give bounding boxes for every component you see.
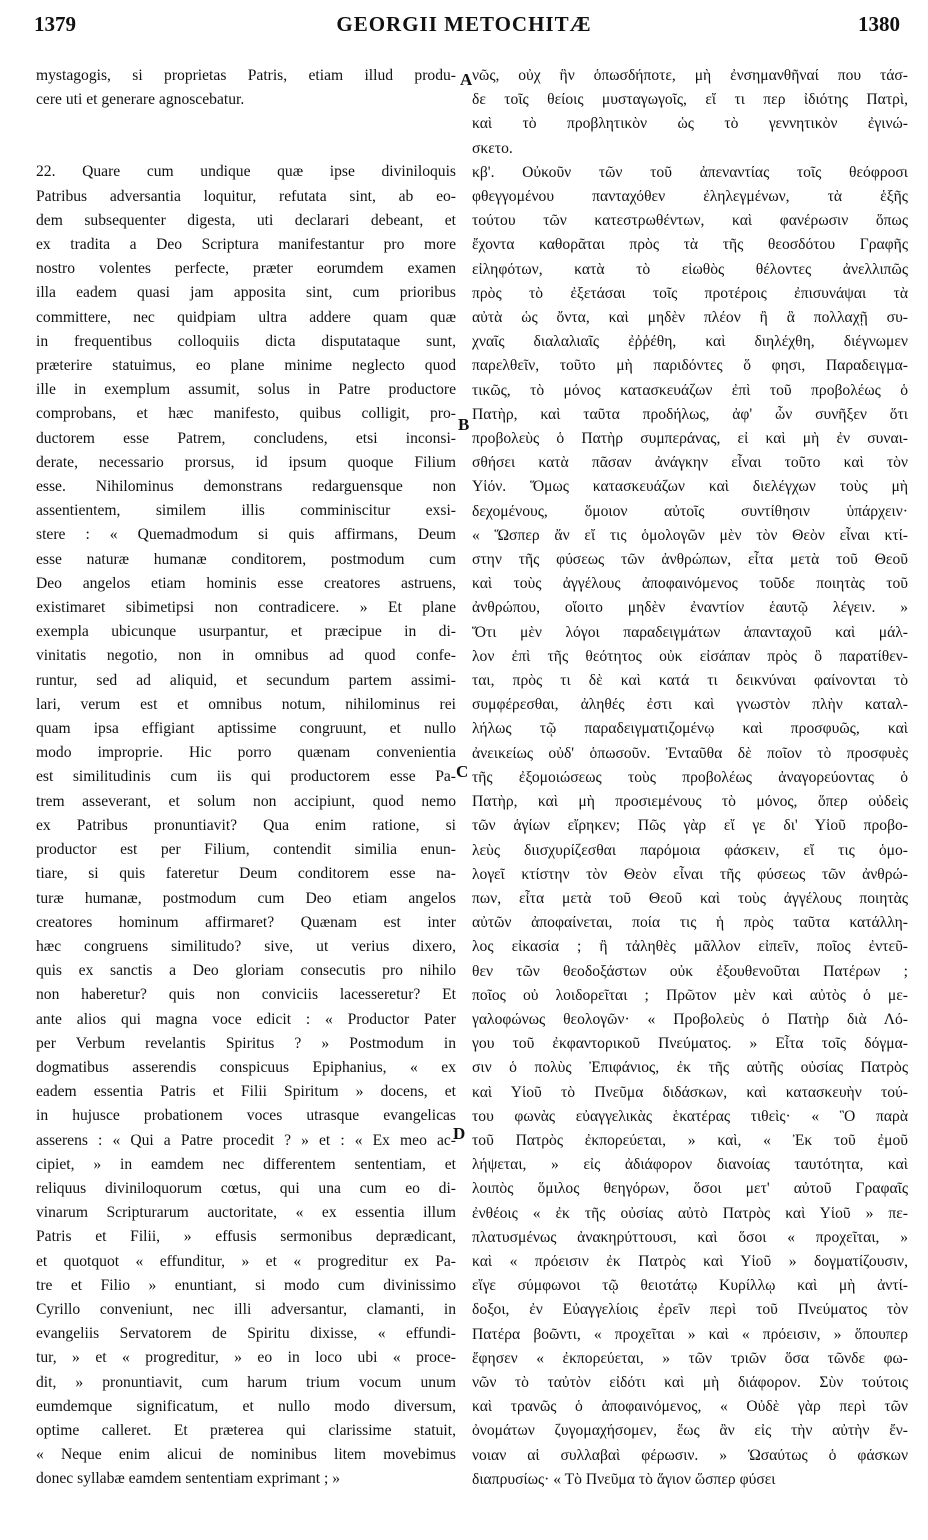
text-line: est similitudinis cum iis qui productorem esse Pa- xyxy=(36,768,456,786)
text-line: reliquus diviniloquorum cœtus, qui una cum eo di- xyxy=(36,1179,456,1197)
text-line: dem subsequenter digesta, uti declarari debeant, et xyxy=(36,211,456,229)
margin-letter-d: D xyxy=(453,1124,466,1143)
text-line: creatores hominum affirmaret? Quænam est inter xyxy=(36,913,456,931)
text-line: γου τοῦ ἐκφαντορικοῦ Πνεύματος. » Εἶτα τοῖς δόγμα- xyxy=(472,1035,908,1053)
text-line: comprobans, et hæc manifesto, quibus colligit, pro- xyxy=(36,405,456,423)
text-line: Patris et Filii, » effusis sermonibus deprædicant, xyxy=(36,1228,456,1246)
margin-letter-c: C xyxy=(456,762,469,781)
text-line: ductorem esse Patrem, concludens, etsi inconsi- xyxy=(36,429,456,447)
text-line: τοῦ Πατρὸς ἐκπορεύεται, » καὶ, « Ἐκ τοῦ ἐμοῦ xyxy=(472,1131,908,1149)
text-line: λογεῖ κτίστην τὸν Θεὸν εἶναι τῆς φύσεως τῶν ἀνθρώ- xyxy=(472,865,908,883)
text-line: dit, » pronuntiavit, cum harum trium vocum unum xyxy=(36,1373,456,1391)
text-line: ἐνθέοις « ἐκ τῆς οὐσίας αὐτὸ Πατρὸς καὶ Υἱοῦ » πε- xyxy=(472,1204,908,1222)
latin-column xyxy=(36,64,456,1492)
text-line: Πατέρα βοῶντι, « προχεῖται » καὶ « πρόεισιν, » ὅπουπερ xyxy=(472,1325,908,1343)
text-line: θεν τῶν θεοδοξάστων οὐκ ἐξουθενοῦται Πατέρων ; xyxy=(472,962,908,980)
text-line: assentientem, similem illis comminiscitur exsi- xyxy=(36,502,456,520)
text-line: tiare, si quis fateretur Deum conditorem esse na- xyxy=(36,865,456,883)
text-line: Patribus adversantia loquitur, refutata sint, ab eo- xyxy=(36,187,456,205)
text-line: καὶ τρανῶς ὁ ἀποφαινόμενος, « Οὐδὲ γὰρ περὶ τῶν xyxy=(472,1398,908,1416)
text-line: trem asseverant, et solum non accipiunt, quod nemo xyxy=(36,792,456,810)
text-line: πων, εἶτα μετὰ τοῦ Θεοῦ καὶ τοὺς ἀγγέλους ποιητὰς xyxy=(472,889,908,907)
text-line: esse naturæ humanæ conditorem, postmodum cum xyxy=(36,550,456,568)
page-number-right: 1380 xyxy=(858,12,900,36)
text-line: στην τῆς φύσεως τῶν ἀνθρώπων, εἶτα μετὰ τοῦ Θεοῦ xyxy=(472,551,908,569)
text-line: σκετο. xyxy=(472,139,513,157)
running-title: GEORGII METOCHITÆ xyxy=(336,12,592,36)
text-line: præterire statuimus, eo plane minime neglecto quod xyxy=(36,357,456,375)
text-line: νῶν τὸ ταὐτὸν εἰδότι καὶ μὴ διάφορον. Σὺν τούτοις xyxy=(472,1373,908,1391)
text-line: τικῶς, τὸ μόνος κατασκευάζων ἐπὶ τοῦ προβολέως ὁ xyxy=(472,381,908,399)
text-line: λον ἐπὶ τῆς θεότητος οὐκ εἰσάπαν πρὸς ὃ παρατίθεν- xyxy=(472,647,908,665)
text-line: stere : « Quemadmodum si quis affirmans, Deum xyxy=(36,526,456,544)
margin-letter-a: A xyxy=(460,70,473,89)
text-line: cipiet, » in eamdem nec differentem sententiam, et xyxy=(36,1155,456,1173)
text-line: καὶ « πρόεισιν ἐκ Πατρὸς καὶ Υἱοῦ » δογματίζουσιν, xyxy=(472,1252,908,1270)
text-line: ποῖος οὐ λοιδορεῖται ; Πρῶτον μὲν καὶ αὐτὸς ὁ με- xyxy=(472,986,908,1004)
text-line: Πατὴρ, καὶ ταῦτα προδήλως, ἀφ' ὧν συνῆξεν ὅτι xyxy=(472,405,908,423)
latin-section-22 xyxy=(36,160,456,1491)
text-line: Υἱόν. Ὅμως κατασκευάζων καὶ διελέγχων τοὺς μὴ xyxy=(472,478,908,496)
text-line: lari, verum est et omnibus notum, nihilominus rei xyxy=(36,695,456,713)
text-line: ται, πρὸς τι δὲ καὶ κατά τι δεικνύναι φαίνονται τὸ xyxy=(472,672,908,690)
text-line: ὀνομάτων ζυγομαχήσομεν, ἕως ἂν εἰς τὴν αὐτὴν ἔν- xyxy=(472,1422,908,1440)
text-line: λοιπὸς ὅμιλος θεηγόρων, ὅσοι μετ' αὐτοῦ Γραφαῖς xyxy=(472,1180,908,1198)
text-line: illa eadem quasi jam apposita sint, cum prioribus xyxy=(36,284,456,302)
text-line: Cyrillo conveniunt, nec illi adversantur, clamanti, in xyxy=(36,1300,456,1318)
text-line: Ὅτι μὲν λόγοι παραδειγμάτων ἁπανταχοῦ καὶ μάλ- xyxy=(472,623,908,641)
text-line: νῶς, οὐχ ἣν ὁπωσδήποτε, μὴ ἐνσημανθῆναί που τάσ- xyxy=(472,67,908,84)
text-line: αὐτὰ ὡς ὄντα, καὶ μηδὲν πλέον ἢ ἃ πολλαχῇ συ- xyxy=(472,309,908,327)
margin-letter-b: B xyxy=(458,415,470,434)
text-line: nostro volentes perfecte, præter eorumdem examen xyxy=(36,260,456,278)
text-line: τῆς ἐξομοιώσεως τοὺς προβολέως ἀναγορεύοντας ὁ xyxy=(472,768,908,786)
text-line: χναῖς διαλαλιαῖς ἐῤῥέθη, καὶ διηλέχθη, διέγνωμεν xyxy=(472,333,908,351)
text-line: πρὸς τὸ ἐξετάσαι τοῖς προτέροις ἐπισυνάψαι τὰ xyxy=(472,284,908,302)
text-line: σθήσει κατὰ πᾶσαν ἀνάγκην εἶναι τοῦτο καὶ τὸν xyxy=(472,454,908,472)
text-line: tre et Filio » enuntiant, si modo cum divinissimo xyxy=(36,1276,456,1294)
text-line: per Verbum revelantis Spiritus ? » Postmodum in xyxy=(36,1034,456,1052)
text-line: esse. Nihilominus demonstrans redarguensque non xyxy=(36,478,456,496)
text-line: συμφέρεσθαι, ἀληθές ἐστι καὶ γνωστὸν πλὴν καταλ- xyxy=(472,696,908,714)
text-line: παρελθεῖν, τοῦτο μὴ παριδόντες ὅ φησι, Παραδειγμα- xyxy=(472,357,908,375)
page-header xyxy=(0,12,928,42)
text-line: λος εἰκασία ; ἢ τἀληθὲς μᾶλλον εἰπεῖν, ποῖος ἐντεῦ- xyxy=(472,938,908,956)
text-line: turæ humanæ, postmodum cum Deo etiam angelos xyxy=(36,889,456,907)
text-line: εἴγε σύμφωνοι τῷ θειοτάτῳ Κυρίλλῳ καὶ μὴ ἀντί- xyxy=(472,1277,908,1295)
page-number-left: 1379 xyxy=(34,12,76,36)
text-line: λήψεται, » εἰς ἀδιάφορον διανοίας ταυτότητα, καὶ xyxy=(472,1156,908,1174)
text-line: προβολεὺς ὁ Πατὴρ συμπεράνας, εἰ καὶ μὴ ἐν συναι- xyxy=(472,430,908,448)
text-line: δοξοι, ἐν Εὐαγγελίοις ἐρεῖν περὶ τοῦ Πνεύματος τὸν xyxy=(472,1301,908,1319)
text-line: et quotquot « effunditur, » et « progreditur ex Pa- xyxy=(36,1252,456,1270)
text-line: ἔχοντα καθορᾶται πρὸς τὰ τῆς θεοσδότου Γραφῆς xyxy=(472,236,908,254)
text-line: dogmatibus asserendis conspicuus Epiphanius, « ex xyxy=(36,1058,456,1076)
text-line: ex Patribus pronuntiavit? Qua enim ratione, si xyxy=(36,816,456,834)
text-line: νοιαν αἱ συλλαβαὶ φέρωσιν. » Ὡσαύτως ὁ φάσκων xyxy=(472,1446,908,1464)
text-line: modo improprie. Hic porro quænam convenientia xyxy=(36,744,456,762)
text-line: Deo angelos etiam hominis esse creatores astruens, xyxy=(36,574,456,592)
text-line: καὶ τὸ προβλητικὸν ὡς τὸ γεννητικὸν ἐγινώ- xyxy=(472,115,908,133)
text-line: quam ipsa effigiant aptissime congruunt, et nullo xyxy=(36,720,456,738)
text-line: καὶ Υἱοῦ τὸ Πνεῦμα διδάσκων, καὶ κατασκευὴν τού- xyxy=(472,1083,908,1101)
text-line: λήλως τῷ παραδειγματιζομένῳ καὶ προσφυῶς, καὶ xyxy=(472,720,908,738)
text-line: vinitatis negotio, non in omnibus ad quod confe- xyxy=(36,647,456,665)
text-line: ex tradita a Deo Scriptura manifestantur pro more xyxy=(36,236,456,254)
text-line: δεχομένους, ὅμοιον αὐτοῖς συντίθησιν ὑπάρχειν· xyxy=(472,502,908,520)
text-line: non haberetur? quis non conviciis lacesseretur? Et xyxy=(36,986,456,1004)
text-line: cere uti et generare agnoscebatur. xyxy=(36,91,245,109)
greek-intro xyxy=(472,64,908,161)
text-line: existimaret sibimetipsi non contradicere. » Et plane xyxy=(36,599,456,617)
text-line: τῶν ἁγίων εἴρηκεν; Πῶς γὰρ εἴ γε δι' Υἱοῦ προβο- xyxy=(472,817,908,835)
text-line: Πατὴρ, καὶ μὴ προσιεμένους τὸ μόνος, ὅπερ οὐδεὶς xyxy=(472,793,908,811)
text-line: exempla ubicunque usurpantur, et præcipue in di- xyxy=(36,623,456,641)
text-line: ἔφησεν « ἐκπορεύεται, » τῶν τριῶν ὅσα τῶνδε φω- xyxy=(472,1349,908,1367)
text-line: « Neque enim alicui de nominibus litem movebimus xyxy=(36,1446,456,1464)
text-line: hæc congruens similitudo? sive, ut verius dixero, xyxy=(36,937,456,955)
text-line: « Ὥσπερ ἄν εἴ τις ὁμολογῶν μὲν τὸν Θεὸν εἶναι κτί- xyxy=(472,526,908,544)
text-line: eadem essentia Patris et Filii Spiritum » docens, et xyxy=(36,1083,456,1101)
text-line: εἰληφότων, κατὰ τὸ εἰωθὸς θέλοντες ἀνελλιπῶς xyxy=(472,260,908,278)
text-line: 22. Quare cum undique quæ ipse diviniloquis xyxy=(36,163,456,181)
text-line: tur, » et « progreditur, » eo in loco ubi « proce- xyxy=(36,1349,456,1367)
text-line: του φωνὰς εὐαγγελικὰς ἑκατέρας τιθεὶς· « Ὃ παρὰ xyxy=(472,1107,908,1125)
greek-section-22 xyxy=(472,161,908,1492)
text-line: donec syllabæ eamdem sententiam exprimant ; » xyxy=(36,1470,340,1488)
text-line: τούτου τῶν κατεστρωθέντων, καὶ φανέρωσιν ὅπως xyxy=(472,212,908,230)
text-line: σιν ὁ πολὺς Ἐπιφάνιος, ἐκ τῆς αὐτῆς οὐσίας Πατρὸς xyxy=(472,1059,908,1077)
text-line: ἀνθρώπου, οἴοιτο μηδὲν ἐναντίον ἑαυτῷ λέγειν. » xyxy=(472,599,908,617)
text-line: ante alios qui magna voce edicit : « Productor Pater xyxy=(36,1010,456,1028)
text-line: πλατυσμένως ἀνακηρύττουσι, καὶ ὅσοι « προχεῖται, » xyxy=(472,1228,908,1246)
text-line: διαπρυσίως· « Τὸ Πνεῦμα τὸ ἅγιον ὥσπερ φύσει xyxy=(472,1470,776,1488)
text-line: mystagogis, si proprietas Patris, etiam illud produ- xyxy=(36,67,456,84)
text-line: eumdemque significatum, et nullo modo diversum, xyxy=(36,1397,456,1415)
text-line: γαλοφώνως θεολογῶν· « Προβολεὺς ὁ Πατὴρ διὰ Λό- xyxy=(472,1010,908,1028)
text-line: quis ex sanctis a Deo gloriam consecutis pro nihilo xyxy=(36,962,456,980)
text-line: κβ'. Οὐκοῦν τῶν τοῦ ἀπεναντίας τοῖς θεόφροσι xyxy=(472,163,908,181)
text-line: in frequentibus colloquiis dicta disputataque sunt, xyxy=(36,332,456,350)
text-line: in hujusce probationem voces utrasque evangelicas xyxy=(36,1107,456,1125)
text-line: ἀνεικείως οὐδ' ὁπωσοῦν. Ἐνταῦθα δὲ ποῖον τὸ προσφυὲς xyxy=(472,744,908,762)
text-line: asserens : « Qui a Patre procedit ? » et : « Ex meo ac- xyxy=(36,1131,456,1149)
latin-intro xyxy=(36,64,456,112)
text-line: αὐτῶν ἀποφαίνεται, ποία τις ἡ πρὸς ταῦτα κατάλλη- xyxy=(472,914,908,932)
text-line: καὶ τοὺς ἀγγέλους ἀποφαινόμενος τοῦδε ποιητὰς τοῦ xyxy=(472,575,908,593)
text-line: runtur, sed ad aliquid, et secundum partem assimi- xyxy=(36,671,456,689)
text-line: evangeliis Servatorem de Spiritu dixisse, « effundi- xyxy=(36,1325,456,1343)
greek-column xyxy=(472,64,908,1492)
text-line: optime calleret. Et præterea qui clarissime statuit, xyxy=(36,1421,456,1439)
text-line: committere, nec quidpiam ultra addere quam quæ xyxy=(36,308,456,326)
text-line: productor est per Filium, contendit similia enun- xyxy=(36,841,456,859)
text-line: derate, necessario prorsus, id ipsum quoque Filium xyxy=(36,453,456,471)
text-line: δε τοῖς θείοις μυσταγωγοῖς, εἴ τι περ ἰδιότης Πατρὶ, xyxy=(472,91,908,109)
text-line: φθεγγομένου πανταχόθεν ἐληλεγμένων, τὰ ἑξῆς xyxy=(472,188,908,206)
text-line: vinarum Scripturarum auctoritate, « ex essentia illum xyxy=(36,1204,456,1222)
text-line: ille in exemplum assumit, solus in Patre productore xyxy=(36,381,456,399)
text-line: λεὺς διισχυρίζεσθαι παρόμοια φάσκειν, εἴ τις ὁμο- xyxy=(472,841,908,859)
